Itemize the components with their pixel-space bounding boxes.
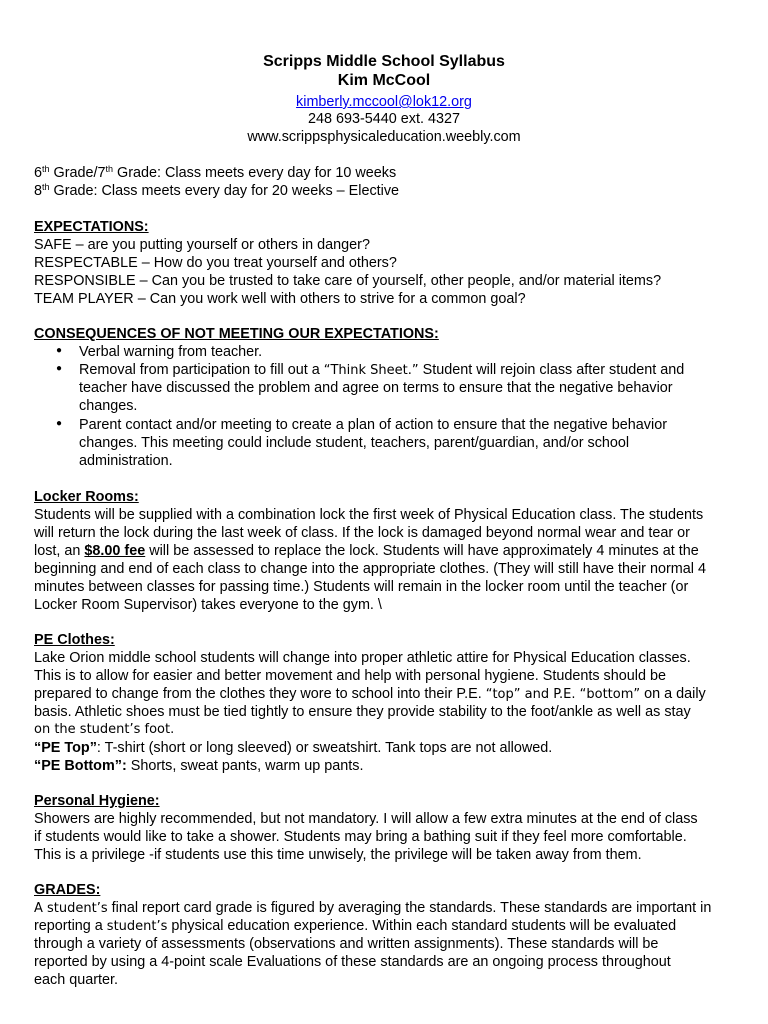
hygiene-text: This is a privilege -if students use this time unwisely, the privilege will be taken away from them. [34,847,642,863]
locker-text: minutes between classes for passing time.) Students will remain in the locker room until the teacher (or [34,579,689,595]
expectation-item: SAFE – are you putting yourself or others in danger? [34,237,370,253]
expectation-item: TEAM PLAYER – Can you work well with others to strive for a common goal? [34,291,526,307]
teacher-name: Kim McCool [337,72,431,89]
grades-text: reported by using a 4-point scale Evaluations of these standards are an ongoing process throughout [34,954,671,970]
website-url: www.scrippsphysicaleducation.weebly.com [247,129,521,145]
grades-text: through a variety of assessments (observations and written assignments). These standards will be [34,936,659,952]
clothes-text: basis. Athletic shoes must be tied tightly to ensure they provide stability to the foot/ankle as well as stay [34,704,691,720]
bullet-icon: ● [56,418,63,429]
locker-text: beginning and end of each class to change into the appropriate clothes. (They will still have their normal 4 [34,561,706,577]
consequence-item-cont: changes. This meeting could include student, teachers, parent/guardian, and/or school [79,435,630,451]
grade-schedule-6-7: 6th Grade/7th Grade: Class meets every day for 10 weeks [34,164,397,181]
grades-text: each quarter. [34,972,119,988]
hygiene-heading: Personal Hygiene: [34,793,160,809]
consequence-item: Removal from participation to fill out a “Think Sheet.” Student will rejoin class after student and [79,362,685,378]
grades-text: A student’s final report card grade is figured by averaging the standards. These standards are important in [34,900,712,916]
page-title: Scripps Middle School Syllabus [263,53,505,70]
locker-heading: Locker Rooms: [34,489,139,505]
expectation-item: RESPONSIBLE – Can you be trusted to take care of yourself, other people, and/or material items? [34,273,662,289]
bullet-icon: ● [56,363,63,374]
locker-text: lost, an $8.00 fee will be assessed to replace the lock. Students will have approximately 4 minutes at the [34,543,699,559]
hygiene-text: Showers are highly recommended, but not mandatory. I will allow a few extra minutes at the end of class [34,811,698,827]
consequence-item-cont: teacher have discussed the problem and agree on terms to ensure that the negative behavior [79,380,673,396]
consequence-item: Verbal warning from teacher. [79,344,263,360]
grades-heading: GRADES: [34,882,101,898]
consequence-item: Parent contact and/or meeting to create a plan of action to ensure that the negative behavior [79,417,667,433]
email-link[interactable]: kimberly.mccool@lok12.org [296,94,472,110]
locker-text: Locker Room Supervisor) takes everyone to the gym. \ [34,597,382,613]
locker-text: will return the lock during the last week of class. If the lock is damaged beyond normal wear and tear or [34,525,690,541]
consequence-item-cont: changes. [79,398,138,414]
hygiene-text: if students would like to take a shower. Students may bring a bathing suit if they feel more comfortable. [34,829,687,845]
locker-text: Students will be supplied with a combination lock the first week of Physical Education class. The students [34,507,704,523]
clothes-text: prepared to change from the clothes they wore to school into their P.E. “top” and P.E. “bottom” on a daily [34,686,706,702]
bullet-icon: ● [56,345,63,356]
clothes-text: This is to allow for easier and better movement and help with personal hygiene. Students should be [34,668,666,684]
expectations-heading: EXPECTATIONS: [34,219,149,235]
phone-number: 248 693-5440 ext. 4327 [307,111,461,127]
pe-bottom-rule: “PE Bottom”: Shorts, sweat pants, warm up pants. [34,758,364,774]
clothes-heading: PE Clothes: [34,632,115,648]
lock-fee: $8.00 fee [84,543,146,559]
grade-schedule-8: 8th Grade: Class meets every day for 20 weeks – Elective [34,182,400,199]
expectation-item: RESPECTABLE – How do you treat yourself and others? [34,255,397,271]
clothes-text: on the student’s foot. [34,722,175,737]
pe-top-rule: “PE Top”: T-shirt (short or long sleeved) or sweatshirt. Tank tops are not allowed. [34,740,553,756]
grades-text: reporting a student’s physical education experience. Within each standard students will be evaluated [34,918,677,934]
clothes-text: Lake Orion middle school students will change into proper athletic attire for Physical Education classes. [34,650,691,666]
consequence-item-cont: administration. [79,453,173,469]
consequences-heading: CONSEQUENCES OF NOT MEETING OUR EXPECTATIONS: [34,326,439,342]
